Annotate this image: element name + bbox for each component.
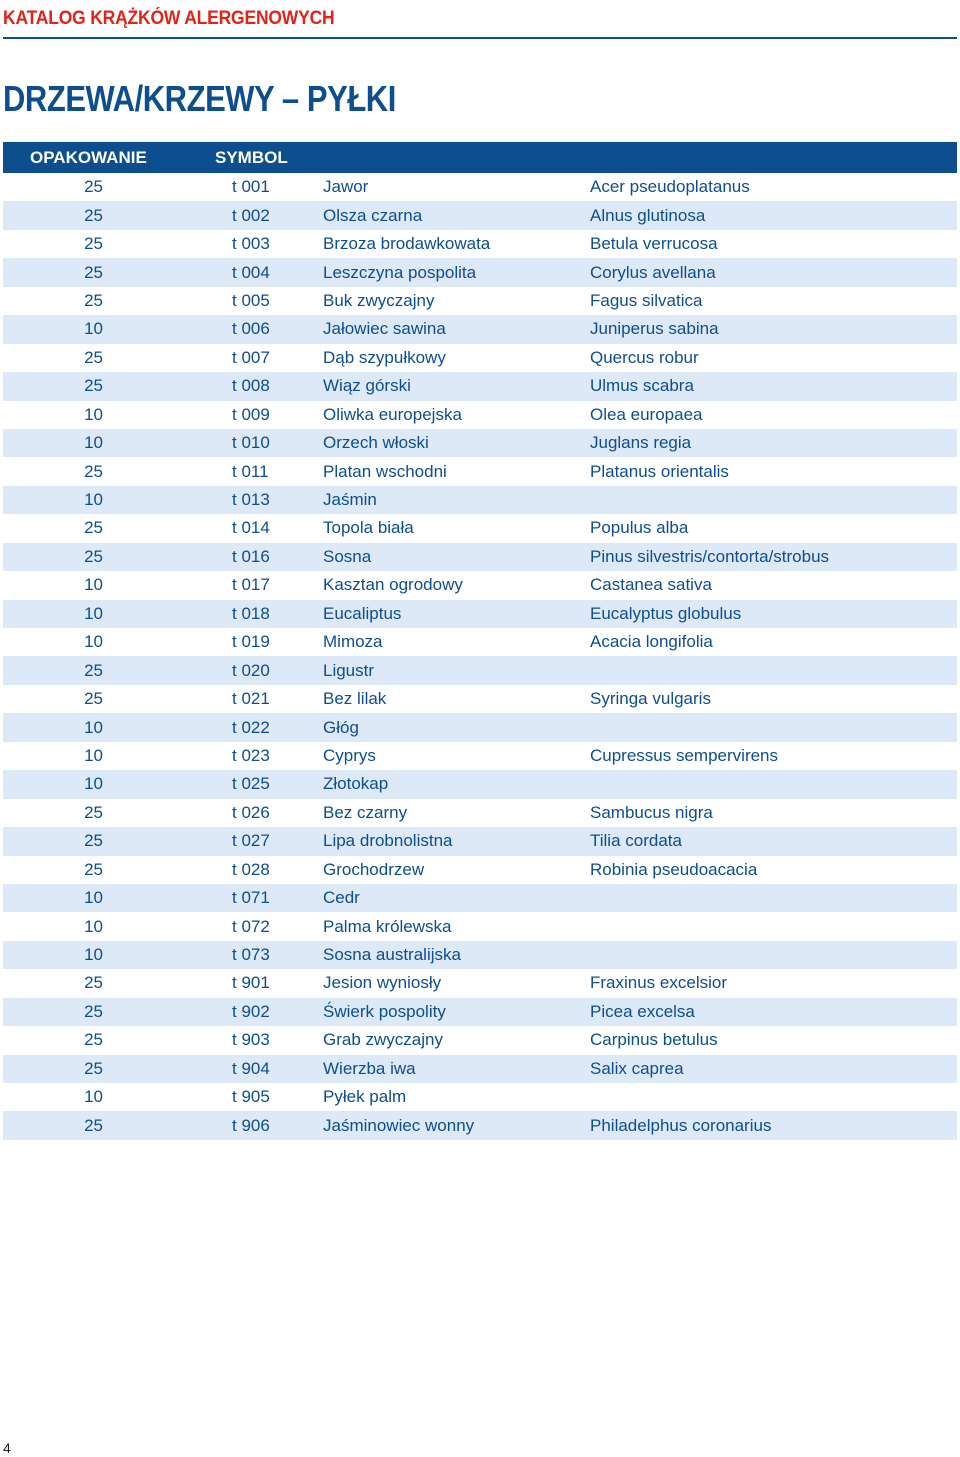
cell-packaging: 25 [84, 290, 103, 310]
cell-polish-name: Topola biała [323, 518, 414, 538]
table-row [3, 571, 957, 599]
cell-packaging: 10 [84, 745, 103, 765]
cell-polish-name: Bez lilak [323, 689, 387, 709]
cell-symbol: t 026 [232, 802, 270, 822]
cell-packaging: 25 [84, 234, 103, 254]
cell-latin-name: Sambucus nigra [590, 802, 713, 822]
cell-packaging: 10 [84, 1087, 103, 1107]
cell-symbol: t 027 [232, 831, 270, 851]
cell-packaging: 25 [84, 1115, 103, 1135]
cell-polish-name: Złotokap [323, 774, 389, 794]
cell-polish-name: Palma królewska [323, 916, 452, 936]
cell-polish-name: Eucaliptus [323, 603, 402, 623]
cell-latin-name: Olea europaea [590, 404, 703, 424]
cell-polish-name: Jaśmin [323, 490, 377, 510]
cell-latin-name: Cupressus sempervirens [590, 745, 779, 765]
cell-latin-name: Corylus avellana [590, 262, 716, 282]
cell-packaging: 25 [84, 347, 103, 367]
cell-polish-name: Bez czarny [323, 802, 408, 822]
cell-polish-name: Sosna [323, 546, 372, 566]
cell-symbol: t 901 [232, 973, 270, 993]
cell-packaging: 10 [84, 945, 103, 965]
cell-latin-name: Platanus orientalis [590, 461, 729, 481]
cell-symbol: t 008 [232, 376, 270, 396]
cell-symbol: t 020 [232, 660, 270, 680]
cell-symbol: t 011 [232, 461, 269, 481]
cell-polish-name: Grochodrzew [323, 859, 425, 879]
cell-polish-name: Brzoza brodawkowata [323, 234, 491, 254]
cell-symbol: t 003 [232, 234, 270, 254]
table-row [3, 912, 957, 940]
table-row [3, 543, 957, 571]
cell-polish-name: Grab zwyczajny [323, 1030, 443, 1050]
table-row [3, 514, 957, 542]
cell-latin-name: Robinia pseudoacacia [590, 859, 758, 879]
cell-packaging: 10 [84, 433, 103, 453]
cell-symbol: t 014 [232, 518, 270, 538]
cell-latin-name: Populus alba [590, 518, 689, 538]
cell-polish-name: Orzech włoski [323, 433, 429, 453]
page-number: 4 [3, 1440, 11, 1456]
cell-symbol: t 072 [232, 916, 270, 936]
cell-polish-name: Wiąz górski [323, 376, 411, 396]
table-row [3, 401, 957, 429]
cell-packaging: 25 [84, 831, 103, 851]
cell-packaging: 25 [84, 376, 103, 396]
column-header-symbol: SYMBOL [215, 147, 288, 167]
table-row [3, 941, 957, 969]
table-row [3, 713, 957, 741]
cell-symbol: t 016 [232, 546, 270, 566]
cell-packaging: 10 [84, 575, 103, 595]
cell-polish-name: Wierzba iwa [323, 1058, 416, 1078]
table-row [3, 344, 957, 372]
cell-latin-name: Acacia longifolia [590, 632, 713, 652]
cell-symbol: t 905 [232, 1087, 270, 1107]
cell-latin-name: Salix caprea [590, 1058, 684, 1078]
table-row [3, 258, 957, 286]
cell-symbol: t 001 [232, 177, 270, 197]
cell-latin-name: Alnus glutinosa [590, 205, 706, 225]
table-row [3, 457, 957, 485]
table-row [3, 884, 957, 912]
table-header [3, 142, 957, 173]
cell-packaging: 10 [84, 319, 103, 339]
cell-symbol: t 902 [232, 1001, 270, 1021]
cell-packaging: 10 [84, 404, 103, 424]
cell-polish-name: Mimoza [323, 632, 383, 652]
cell-polish-name: Oliwka europejska [323, 404, 462, 424]
cell-latin-name: Carpinus betulus [590, 1030, 718, 1050]
cell-polish-name: Cedr [323, 888, 360, 908]
table-row [3, 1083, 957, 1111]
table-row [3, 173, 957, 201]
table-row [3, 486, 957, 514]
cell-packaging: 25 [84, 802, 103, 822]
table-row [3, 1026, 957, 1054]
cell-symbol: t 904 [232, 1058, 270, 1078]
cell-latin-name: Quercus robur [590, 347, 699, 367]
table-row [3, 856, 957, 884]
cell-symbol: t 025 [232, 774, 270, 794]
cell-packaging: 10 [84, 717, 103, 737]
cell-polish-name: Jałowiec sawina [323, 319, 446, 339]
cell-packaging: 25 [84, 1001, 103, 1021]
cell-symbol: t 023 [232, 745, 270, 765]
cell-symbol: t 009 [232, 404, 270, 424]
table-row [3, 656, 957, 684]
table-row [3, 998, 957, 1026]
cell-symbol: t 903 [232, 1030, 270, 1050]
cell-latin-name: Fagus silvatica [590, 290, 703, 310]
cell-symbol: t 007 [232, 347, 270, 367]
cell-packaging: 10 [84, 603, 103, 623]
table-row [3, 770, 957, 798]
cell-symbol: t 071 [232, 888, 270, 908]
cell-packaging: 25 [84, 205, 103, 225]
cell-polish-name: Jesion wyniosły [323, 973, 442, 993]
table-row [3, 827, 957, 855]
cell-polish-name: Sosna australijska [323, 945, 461, 965]
table-row [3, 429, 957, 457]
cell-polish-name: Jawor [323, 177, 369, 197]
cell-packaging: 25 [84, 546, 103, 566]
cell-latin-name: Tilia cordata [590, 831, 682, 851]
table-row [3, 1111, 957, 1139]
catalog-header: KATALOG KRĄŻKÓW ALERGENOWYCH [3, 8, 335, 29]
cell-latin-name: Fraxinus excelsior [590, 973, 727, 993]
table-row [3, 372, 957, 400]
cell-symbol: t 006 [232, 319, 270, 339]
cell-latin-name: Ulmus scabra [590, 376, 694, 396]
cell-symbol: t 021 [232, 689, 270, 709]
cell-packaging: 25 [84, 177, 103, 197]
cell-symbol: t 022 [232, 717, 270, 737]
cell-polish-name: Świerk pospolity [323, 1001, 446, 1021]
table-row [3, 742, 957, 770]
table-body [3, 173, 957, 1140]
table-row [3, 201, 957, 229]
cell-polish-name: Jaśminowiec wonny [323, 1115, 475, 1135]
cell-symbol: t 019 [232, 632, 270, 652]
cell-symbol: t 018 [232, 603, 270, 623]
cell-packaging: 25 [84, 518, 103, 538]
cell-packaging: 25 [84, 859, 103, 879]
cell-latin-name: Pinus silvestris/contorta/strobus [590, 546, 830, 566]
cell-latin-name: Philadelphus coronarius [590, 1115, 772, 1135]
cell-latin-name: Castanea sativa [590, 575, 712, 595]
cell-polish-name: Pyłek palm [323, 1087, 407, 1107]
table-row [3, 685, 957, 713]
cell-packaging: 25 [84, 660, 103, 680]
table-row [3, 969, 957, 997]
table-row [3, 1055, 957, 1083]
cell-latin-name: Juniperus sabina [590, 319, 719, 339]
cell-symbol: t 073 [232, 945, 270, 965]
cell-symbol: t 004 [232, 262, 270, 282]
cell-polish-name: Ligustr [323, 660, 375, 680]
cell-latin-name: Syringa vulgaris [590, 689, 711, 709]
cell-polish-name: Lipa drobnolistna [323, 831, 453, 851]
cell-symbol: t 013 [232, 490, 270, 510]
cell-packaging: 25 [84, 973, 103, 993]
allergen-table [3, 142, 957, 1140]
cell-packaging: 25 [84, 262, 103, 282]
cell-packaging: 10 [84, 490, 103, 510]
section-title: DRZEWA/KRZEWY – PYŁKI [3, 78, 396, 119]
cell-symbol: t 906 [232, 1115, 270, 1135]
cell-symbol: t 005 [232, 290, 270, 310]
cell-polish-name: Kasztan ogrodowy [323, 575, 463, 595]
cell-packaging: 25 [84, 1058, 103, 1078]
cell-polish-name: Platan wschodni [323, 461, 447, 481]
cell-polish-name: Dąb szypułkowy [323, 347, 446, 367]
cell-packaging: 25 [84, 689, 103, 709]
cell-symbol: t 028 [232, 859, 270, 879]
cell-packaging: 10 [84, 888, 103, 908]
cell-polish-name: Olsza czarna [323, 205, 423, 225]
table-row [3, 628, 957, 656]
cell-latin-name: Juglans regia [590, 433, 692, 453]
table-row [3, 600, 957, 628]
table-row [3, 799, 957, 827]
table-row [3, 230, 957, 258]
column-header-packaging: OPAKOWANIE [30, 147, 147, 167]
cell-polish-name: Leszczyna pospolita [323, 262, 477, 282]
cell-packaging: 10 [84, 774, 103, 794]
cell-packaging: 10 [84, 916, 103, 936]
cell-latin-name: Acer pseudoplatanus [590, 177, 750, 197]
table-row [3, 315, 957, 343]
cell-packaging: 10 [84, 632, 103, 652]
cell-symbol: t 010 [232, 433, 270, 453]
cell-latin-name: Betula verrucosa [590, 234, 718, 254]
cell-latin-name: Picea excelsa [590, 1001, 695, 1021]
table-row [3, 287, 957, 315]
header-rule [3, 37, 957, 39]
cell-symbol: t 002 [232, 205, 270, 225]
cell-polish-name: Buk zwyczajny [323, 290, 435, 310]
cell-latin-name: Eucalyptus globulus [590, 603, 742, 623]
cell-packaging: 25 [84, 1030, 103, 1050]
cell-symbol: t 017 [232, 575, 270, 595]
cell-packaging: 25 [84, 461, 103, 481]
cell-polish-name: Cyprys [323, 745, 376, 765]
cell-polish-name: Głóg [323, 717, 359, 737]
